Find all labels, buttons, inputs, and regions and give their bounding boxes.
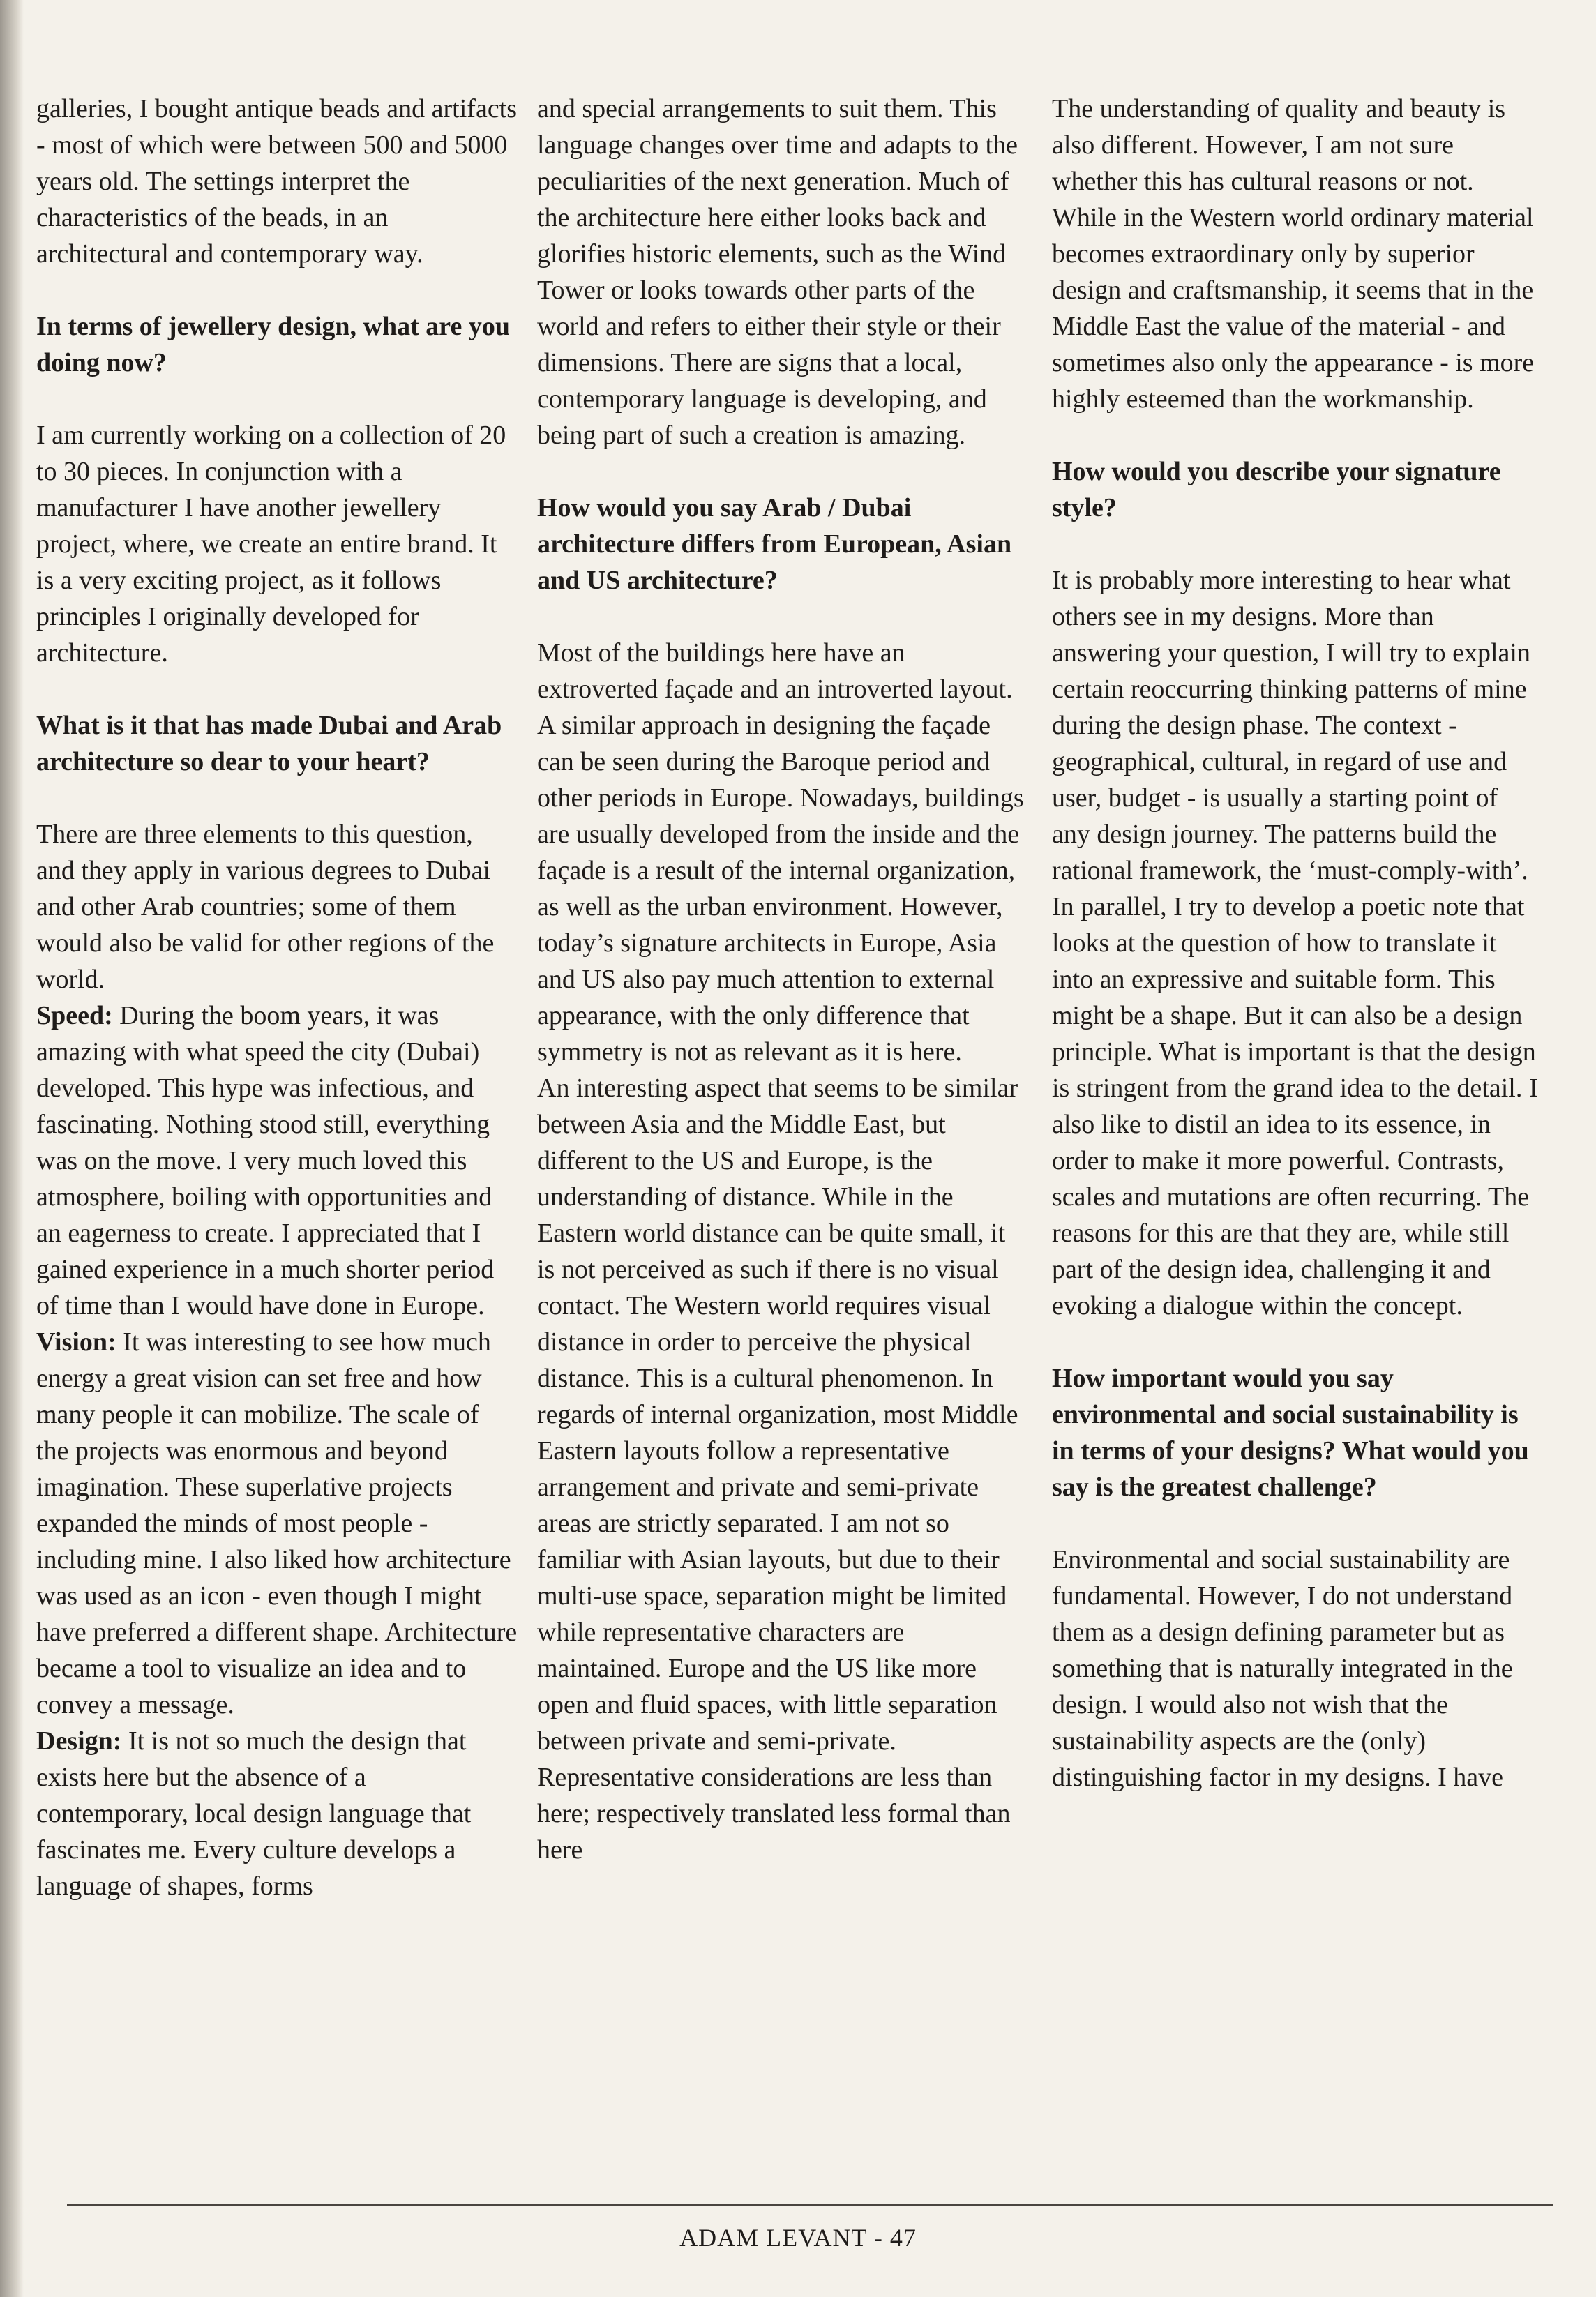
vision-label: Vision: xyxy=(36,1327,116,1357)
footer-rule xyxy=(67,2204,1553,2206)
speed-text: During the boom years, it was amazing with what speed the city (Dubai) developed. This hype was infectious, and fascinating. Nothing stood still, everything was on the move. I very much loved this atmosphere, boiling with opportunities and an eagerness to create. I appreciated that I gained experience in a much shorter period of time than I would have done in Europe. xyxy=(36,1001,495,1320)
question-heading: How would you say Arab / Dubai architecture differs from European, Asian and US architecture? xyxy=(537,493,1012,595)
paragraph: It is probably more interesting to hear what others see in my designs. More than answering your question, I will try to explain certain reoccurring thinking patterns of mine during the design phase. The context - geographical, cultural, in regard of use and user, budget - is usually a starting point of any design journey. The patterns build the rational framework, the ‘must-comply-with’. In parallel, I try to develop a poetic note that looks at the question of how to translate it into an expressive and suitable form. This might be a shape. But it can also be a design principle. What is important is that the design is stringent from the grand idea to the detail. I also like to distil an idea to its essence, in order to make it more powerful. Contrasts, scales and mutations are often recurring. The reasons for this are that they are, while still part of the design idea, challenging it and evoking a dialogue within the concept. xyxy=(1052,566,1538,1320)
design-text: It is not so much the design that exists here but the absence of a contemporary, local design language that fascinates me. Every culture develops a language of shapes, forms xyxy=(36,1726,472,1901)
paragraph: Environmental and social sustainability are fundamental. However, I do not understand them as a design defining parameter but as something that is naturally integrated in the design. I would also not wish that the sustainability aspects are the (only) distinguishing factor in my designs. I have xyxy=(1052,1545,1513,1792)
paragraph: Most of the buildings here have an extroverted façade and an introverted layout. A similar approach in designing the façade can be seen during the Baroque period and other periods in Europe. Nowadays, buildings are usually developed from the inside and the façade is a result of the internal organization, as well as the urban environment. However, today’s signature architects in Europe, Asia and US also pay much attention to external appearance, with the only difference that symmetry is not as relevant as it is here. xyxy=(537,638,1024,1067)
question-heading: How would you describe your signature style? xyxy=(1052,457,1501,522)
column-2 xyxy=(537,91,1025,1868)
paragraph: There are three elements to this question, and they apply in various degrees to Dubai and other Arab countries; some of them would also be valid for other regions of the world. xyxy=(36,820,495,994)
paragraph: The understanding of quality and beauty is also different. However, I am not sure whether this has cultural reasons or not. While in the Western world ordinary material becomes extraordinary only by superior design and craftsmanship, it seems that in the Middle East the value of the material - and sometimes also only the appearance - is more highly esteemed than the workmanship. xyxy=(1052,94,1535,414)
question-heading: How important would you say environmental and social sustainability is in terms of your designs? What would you say is the greatest challenge? xyxy=(1052,1364,1529,1502)
page-footer: ADAM LEVANT - 47 xyxy=(679,2224,917,2252)
page-spine-shadow xyxy=(0,0,24,2297)
paragraph: and special arrangements to suit them. This language changes over time and adapts to the peculiarities of the next generation. Much of the architecture here either looks back and glorifies historic elements, such as the Wind Tower or looks towards other parts of the world and refers to either their style or their dimensions. There are signs that a local, contemporary language is developing, and being part of such a creation is amazing. xyxy=(537,94,1018,450)
paragraph: An interesting aspect that seems to be similar between Asia and the Middle East, but different to the US and Europe, is the understanding of distance. While in the Eastern world distance can be quite small, it is not perceived as such if there is no visual contact. The Western world requires visual distance in order to perceive the physical distance. This is a cultural phenomenon. In regards of internal organization, most Middle Eastern layouts follow a representative arrangement and private and semi-private areas are strictly separated. I am not so familiar with Asian layouts, but due to their multi-use space, separation might be limited while representative characters are maintained. Europe and the US like more open and fluid spaces, with little separation between private and semi-private. Representative considerations are less than here; respectively translated less formal than here xyxy=(537,1074,1018,1865)
column-1 xyxy=(36,91,518,1904)
design-paragraph xyxy=(36,1723,518,1904)
paragraph: galleries, I bought antique beads and artifacts - most of which were between 500 and 5000 years old. The settings interpret the characteristics of the beads, in an architectural and contemporary way. xyxy=(36,94,518,269)
speed-paragraph xyxy=(36,997,518,1324)
paragraph: I am currently working on a collection of 20 to 30 pieces. In conjunction with a manufacturer I have another jewellery project, where, we create an entire brand. It is a very exciting project, as it follows principles I originally developed for architecture. xyxy=(36,421,506,668)
question-heading: What is it that has made Dubai and Arab architecture so dear to your heart? xyxy=(36,711,502,776)
column-3 xyxy=(1052,91,1540,1795)
speed-label: Speed: xyxy=(36,1001,113,1030)
vision-text: It was interesting to see how much energy a great vision can set free and how many people it can mobilize. The scale of the projects was enormous and beyond imagination. These superlative projects expanded the minds of most people - including mine. I also liked how architecture was used as an icon - even though I might have preferred a different shape. Architecture became a tool to visualize an idea and to convey a message. xyxy=(36,1327,518,1719)
question-heading: In terms of jewellery design, what are you doing now? xyxy=(36,312,510,377)
vision-paragraph xyxy=(36,1324,518,1723)
design-label: Design: xyxy=(36,1726,122,1756)
